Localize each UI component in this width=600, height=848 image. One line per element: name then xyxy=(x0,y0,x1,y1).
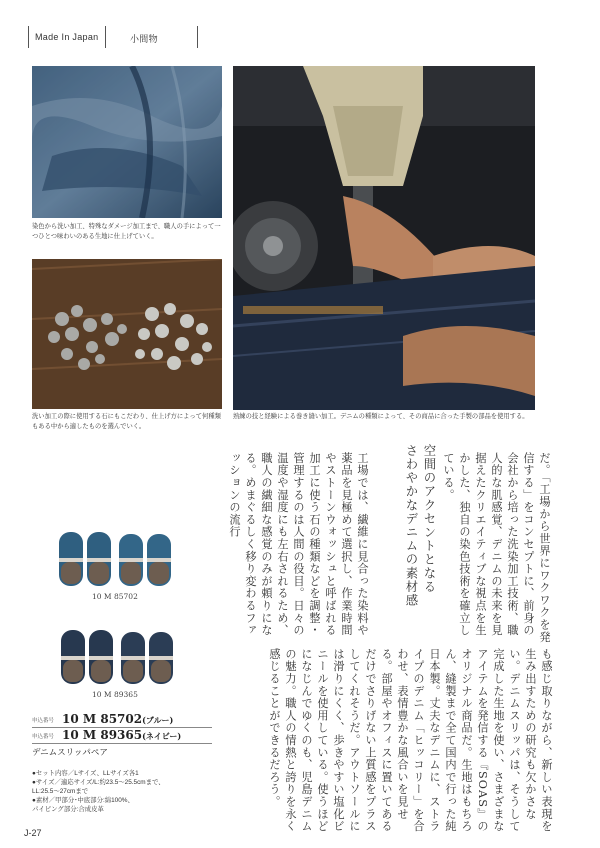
order-row-blue xyxy=(32,712,212,726)
blue-code-caption: 10 M 85702 xyxy=(92,592,138,601)
heading-line-1: 空間のアクセントとなる xyxy=(422,444,437,594)
order-variant-navy: (ネイビー) xyxy=(142,731,182,741)
jeans-photo xyxy=(32,66,222,218)
category-label: 小間物 xyxy=(130,35,158,45)
order-label: 申込番号 xyxy=(32,734,55,740)
article-heading xyxy=(398,444,438,620)
jeans-caption: 染色から洗い加工、特殊なダメージ加工まで、職人の手によって一つひとつ味わいのある生地に仕上げていく。 xyxy=(32,223,221,240)
order-code-blue-number: 10 M 85702 xyxy=(62,712,143,726)
order-code-navy xyxy=(62,728,181,742)
spec-line-2: ●サイズ／適応サイズ/L:約23.5～25.5cmまで、 xyxy=(32,779,165,786)
sewing-caption: 熟練の技と経験による巻き縫い加工。デニムの種類によって、その商品に合った手製の部品を使用する。 xyxy=(233,413,529,420)
order-variant-blue: (ブルー) xyxy=(142,715,174,725)
spec-line-1: ●セット内容／Lサイズ、LLサイズ各1 xyxy=(32,770,139,777)
spec-line-4: ●素材／甲部分･中底部分:綿100%、 xyxy=(32,797,134,804)
order-code-navy-number: 10 M 89365 xyxy=(62,728,143,742)
spec-line-5: パイピング部分:合成皮革 xyxy=(32,806,104,813)
order-row-navy xyxy=(32,728,212,742)
made-in-japan-label: Made In Japan xyxy=(35,32,99,42)
page-number: J-27 xyxy=(24,828,42,838)
header-divider-right xyxy=(197,26,198,48)
header-divider-left xyxy=(28,26,29,48)
article-column-left: 工場では、繊維に見合った染料や薬品を見極めて選択し、作業時間やストーンウォッシュと呼ばれる加工に使う石の種類などを調整・管理するのは人間の役目。日々の温度や湿度にも左右されるため、職人の繊細な感覚のみが頼りになる。めまぐるしく移り変わるファッションの流行 xyxy=(228,452,369,637)
spec-line-3: LL:25.5～27cmまで xyxy=(32,788,89,795)
navy-slippers-image xyxy=(59,628,179,686)
order-code-blue xyxy=(62,712,173,726)
article-column-top-right: だ。「工場から世界にワクワクを発信する」をコンセプトに、前身の会社から培った洗染加工技術、職人的な肌感覚、デニムの未来を見据えたクリエイティブな視点を生かした、独自の染色技術を確立している。 xyxy=(442,452,551,644)
blue-slippers-image xyxy=(57,530,177,588)
navy-code-caption: 10 M 89365 xyxy=(92,690,138,699)
product-name: デニムスリッパペア xyxy=(32,747,108,757)
stones-photo xyxy=(32,259,222,409)
sewing-photo xyxy=(233,66,535,410)
order-divider-bottom xyxy=(32,743,212,744)
header-divider-mid xyxy=(105,26,106,48)
article-column-bottom: も感じ取りながら、新しい表現を生み出すための研究も欠かさない。デニムスリッパは、そうして完成した生地を使い、さまざまなアイテムを発信する『SOAS』のオリジナル商品だ。生地はもちろん、縫製まで全て国内で行った純日本製。丈夫なデニムに、ストライプのデニム「ヒッコリー」を合わせ、表情豊かな風合いを見せる。部屋やオフィスに置いてあるだけでさりげない上質感をプラスしてくれそうだ。アウトソールには滑りにくく、歩きやすい塩化ビニールを使用している。使うほどになじんでゆくのも、児島デニムの魅力。職人の情熱と誇りを永く感じることができるだろう。 xyxy=(268,648,553,833)
stones-caption: 洗い加工の際に使用する石にもこだわり、仕上げ方によって何種類もある中から適したものを選んでいく。 xyxy=(32,413,221,430)
order-label: 申込番号 xyxy=(32,718,55,724)
heading-line-2: さわやかなデニムの素材感 xyxy=(404,444,419,608)
